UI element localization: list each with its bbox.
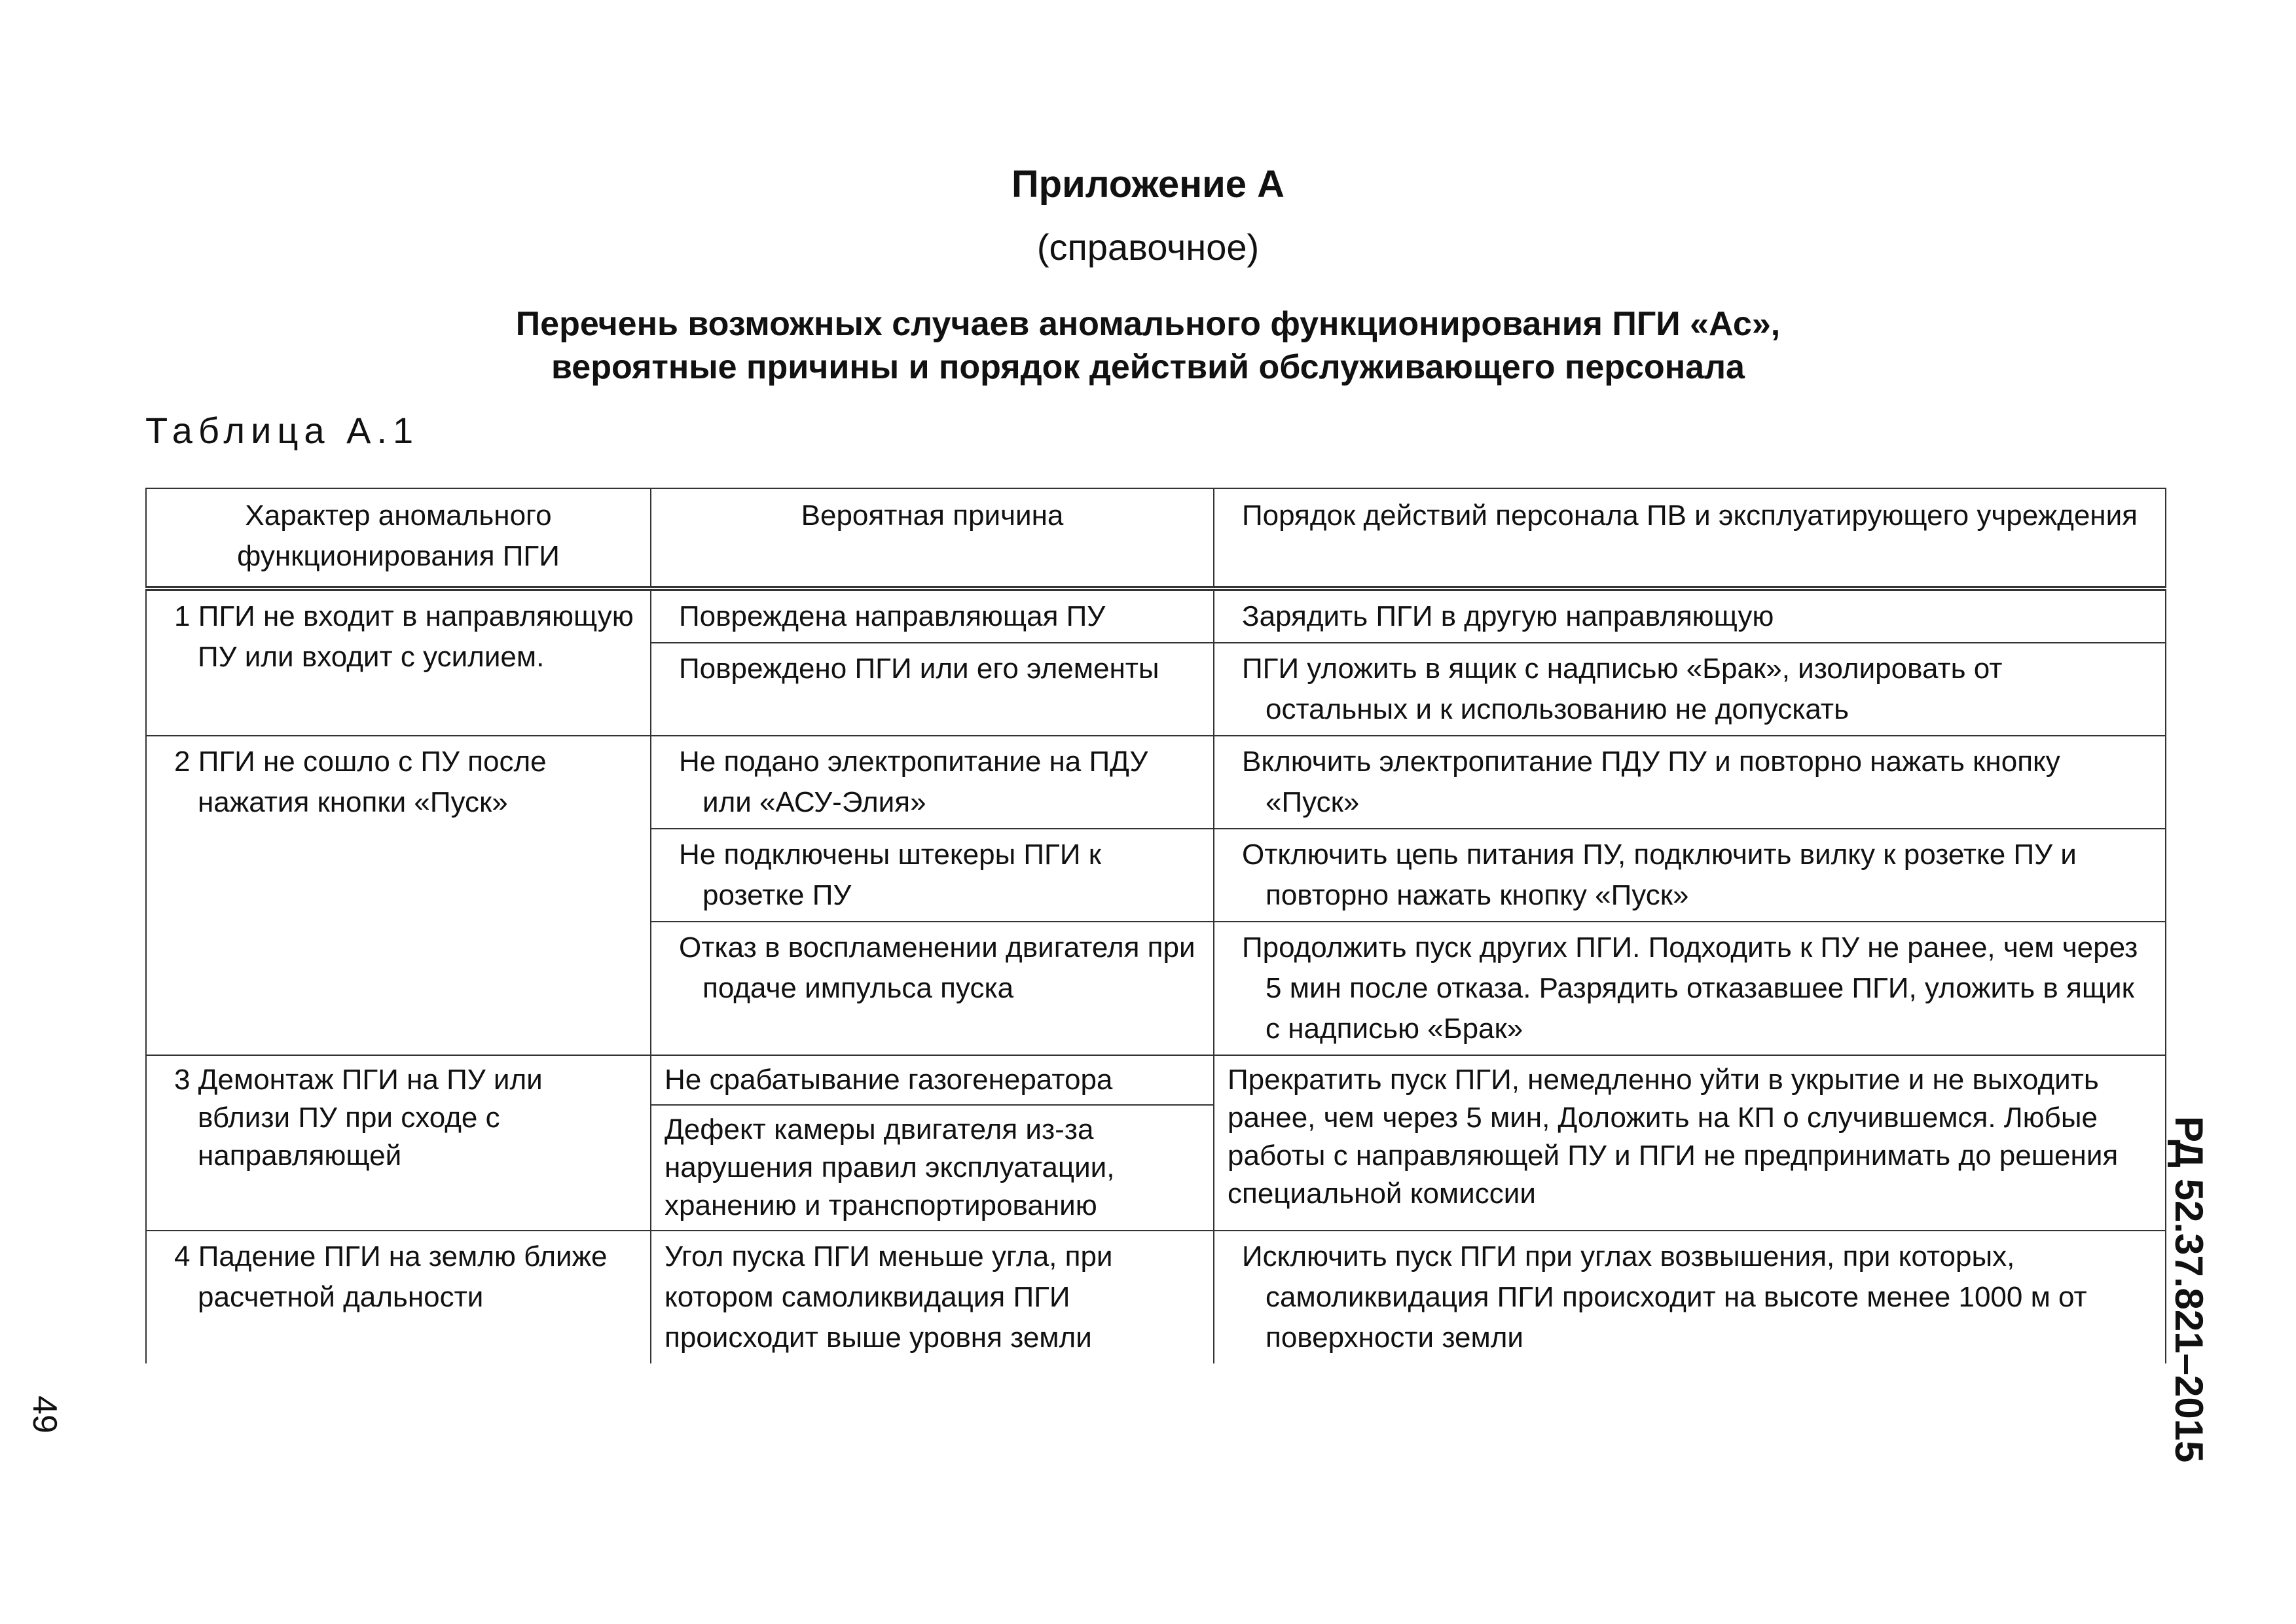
row-3-character: 3 Демонтаж ПГИ на ПУ или вблизи ПУ при сходе с направляющей [146, 1055, 651, 1231]
row-1-action-2: ПГИ уложить в ящик с надписью «Брак», изолировать от остальных и к использованию не допускать [1214, 643, 2166, 736]
appendix-heading [0, 302, 2296, 389]
header-cause: Вероятная причина [651, 488, 1214, 588]
row-2-cause-2: Не подключены штекеры ПГИ к розетке ПУ [651, 829, 1214, 922]
row-2-cause-1: Не подано электропитание на ПДУ или «АСУ-Элия» [651, 736, 1214, 829]
appendix-title: Приложение А [1011, 163, 1285, 206]
row-2-action-1: Включить электропитание ПДУ ПУ и повторно нажать кнопку «Пуск» [1214, 736, 2166, 829]
appendix-subtitle: (справочное) [1036, 226, 1260, 268]
row-1-character: 1 ПГИ не входит в направляющую ПУ или входит с усилием. [146, 588, 651, 736]
page-number: 49 [26, 1396, 64, 1434]
row-1-cause-2: Повреждено ПГИ или его элементы [651, 643, 1214, 736]
row-4-cause: Угол пуска ПГИ меньше угла, при котором самоликвидация ПГИ происходит выше уровня земли [651, 1231, 1214, 1363]
row-1-cause-1: Повреждена направляющая ПУ [651, 588, 1214, 643]
row-3-cause-2: Дефект камеры двигателя из-за нарушения правил эксплуатации, хранению и транспортированию [651, 1105, 1214, 1231]
table-row [146, 736, 2166, 829]
heading-line-2: вероятные причины и порядок действий обслуживающего персонала [551, 348, 1745, 386]
row-4-character: 4 Падение ПГИ на землю ближе расчетной дальности [146, 1231, 651, 1363]
heading-line-1: Перечень возможных случаев аномального функционирования ПГИ «Ас», [515, 305, 1781, 343]
header-action: Порядок действий персонала ПВ и эксплуатирующего учреждения [1214, 488, 2166, 588]
row-1-action-1: Зарядить ПГИ в другую направляющую [1214, 588, 2166, 643]
row-2-action-2: Отключить цепь питания ПУ, подключить вилку к розетке ПУ и повторно нажать кнопку «Пуск» [1214, 829, 2166, 922]
row-2-character: 2 ПГИ не сошло с ПУ после нажатия кнопки «Пуск» [146, 736, 651, 1055]
table-row [146, 1055, 2166, 1105]
anomaly-table [145, 488, 2166, 1363]
table-label: Таблица А.1 [145, 410, 420, 451]
row-4-action: Исключить пуск ПГИ при углах возвышения, при которых, самоликвидация ПГИ происходит на высоте менее 1000 м от поверхности земли [1214, 1231, 2166, 1363]
row-3-action: Прекратить пуск ПГИ, немедленно уйти в укрытие и не выходить ранее, чем через 5 мин, Доложить на КП о случившемся. Любые работы с направляющей ПУ и ПГИ не предпринимать до решения специальной комиссии [1214, 1055, 2166, 1231]
row-2-cause-3: Отказ в воспламенении двигателя при подаче импульса пуска [651, 922, 1214, 1055]
table-row [146, 588, 2166, 643]
row-2-action-3: Продолжить пуск других ПГИ. Подходить к ПУ не ранее, чем через 5 мин после отказа. Разрядить отказавшее ПГИ, уложить в ящик с надписью «Брак» [1214, 922, 2166, 1055]
document-code: РД 52.37.821–2015 [2167, 1116, 2211, 1463]
table-header-row [146, 488, 2166, 588]
header-character: Характер аномального функционирования ПГИ [146, 488, 651, 588]
table-row [146, 1231, 2166, 1363]
row-3-cause-1: Не срабатывание газогенератора [651, 1055, 1214, 1105]
